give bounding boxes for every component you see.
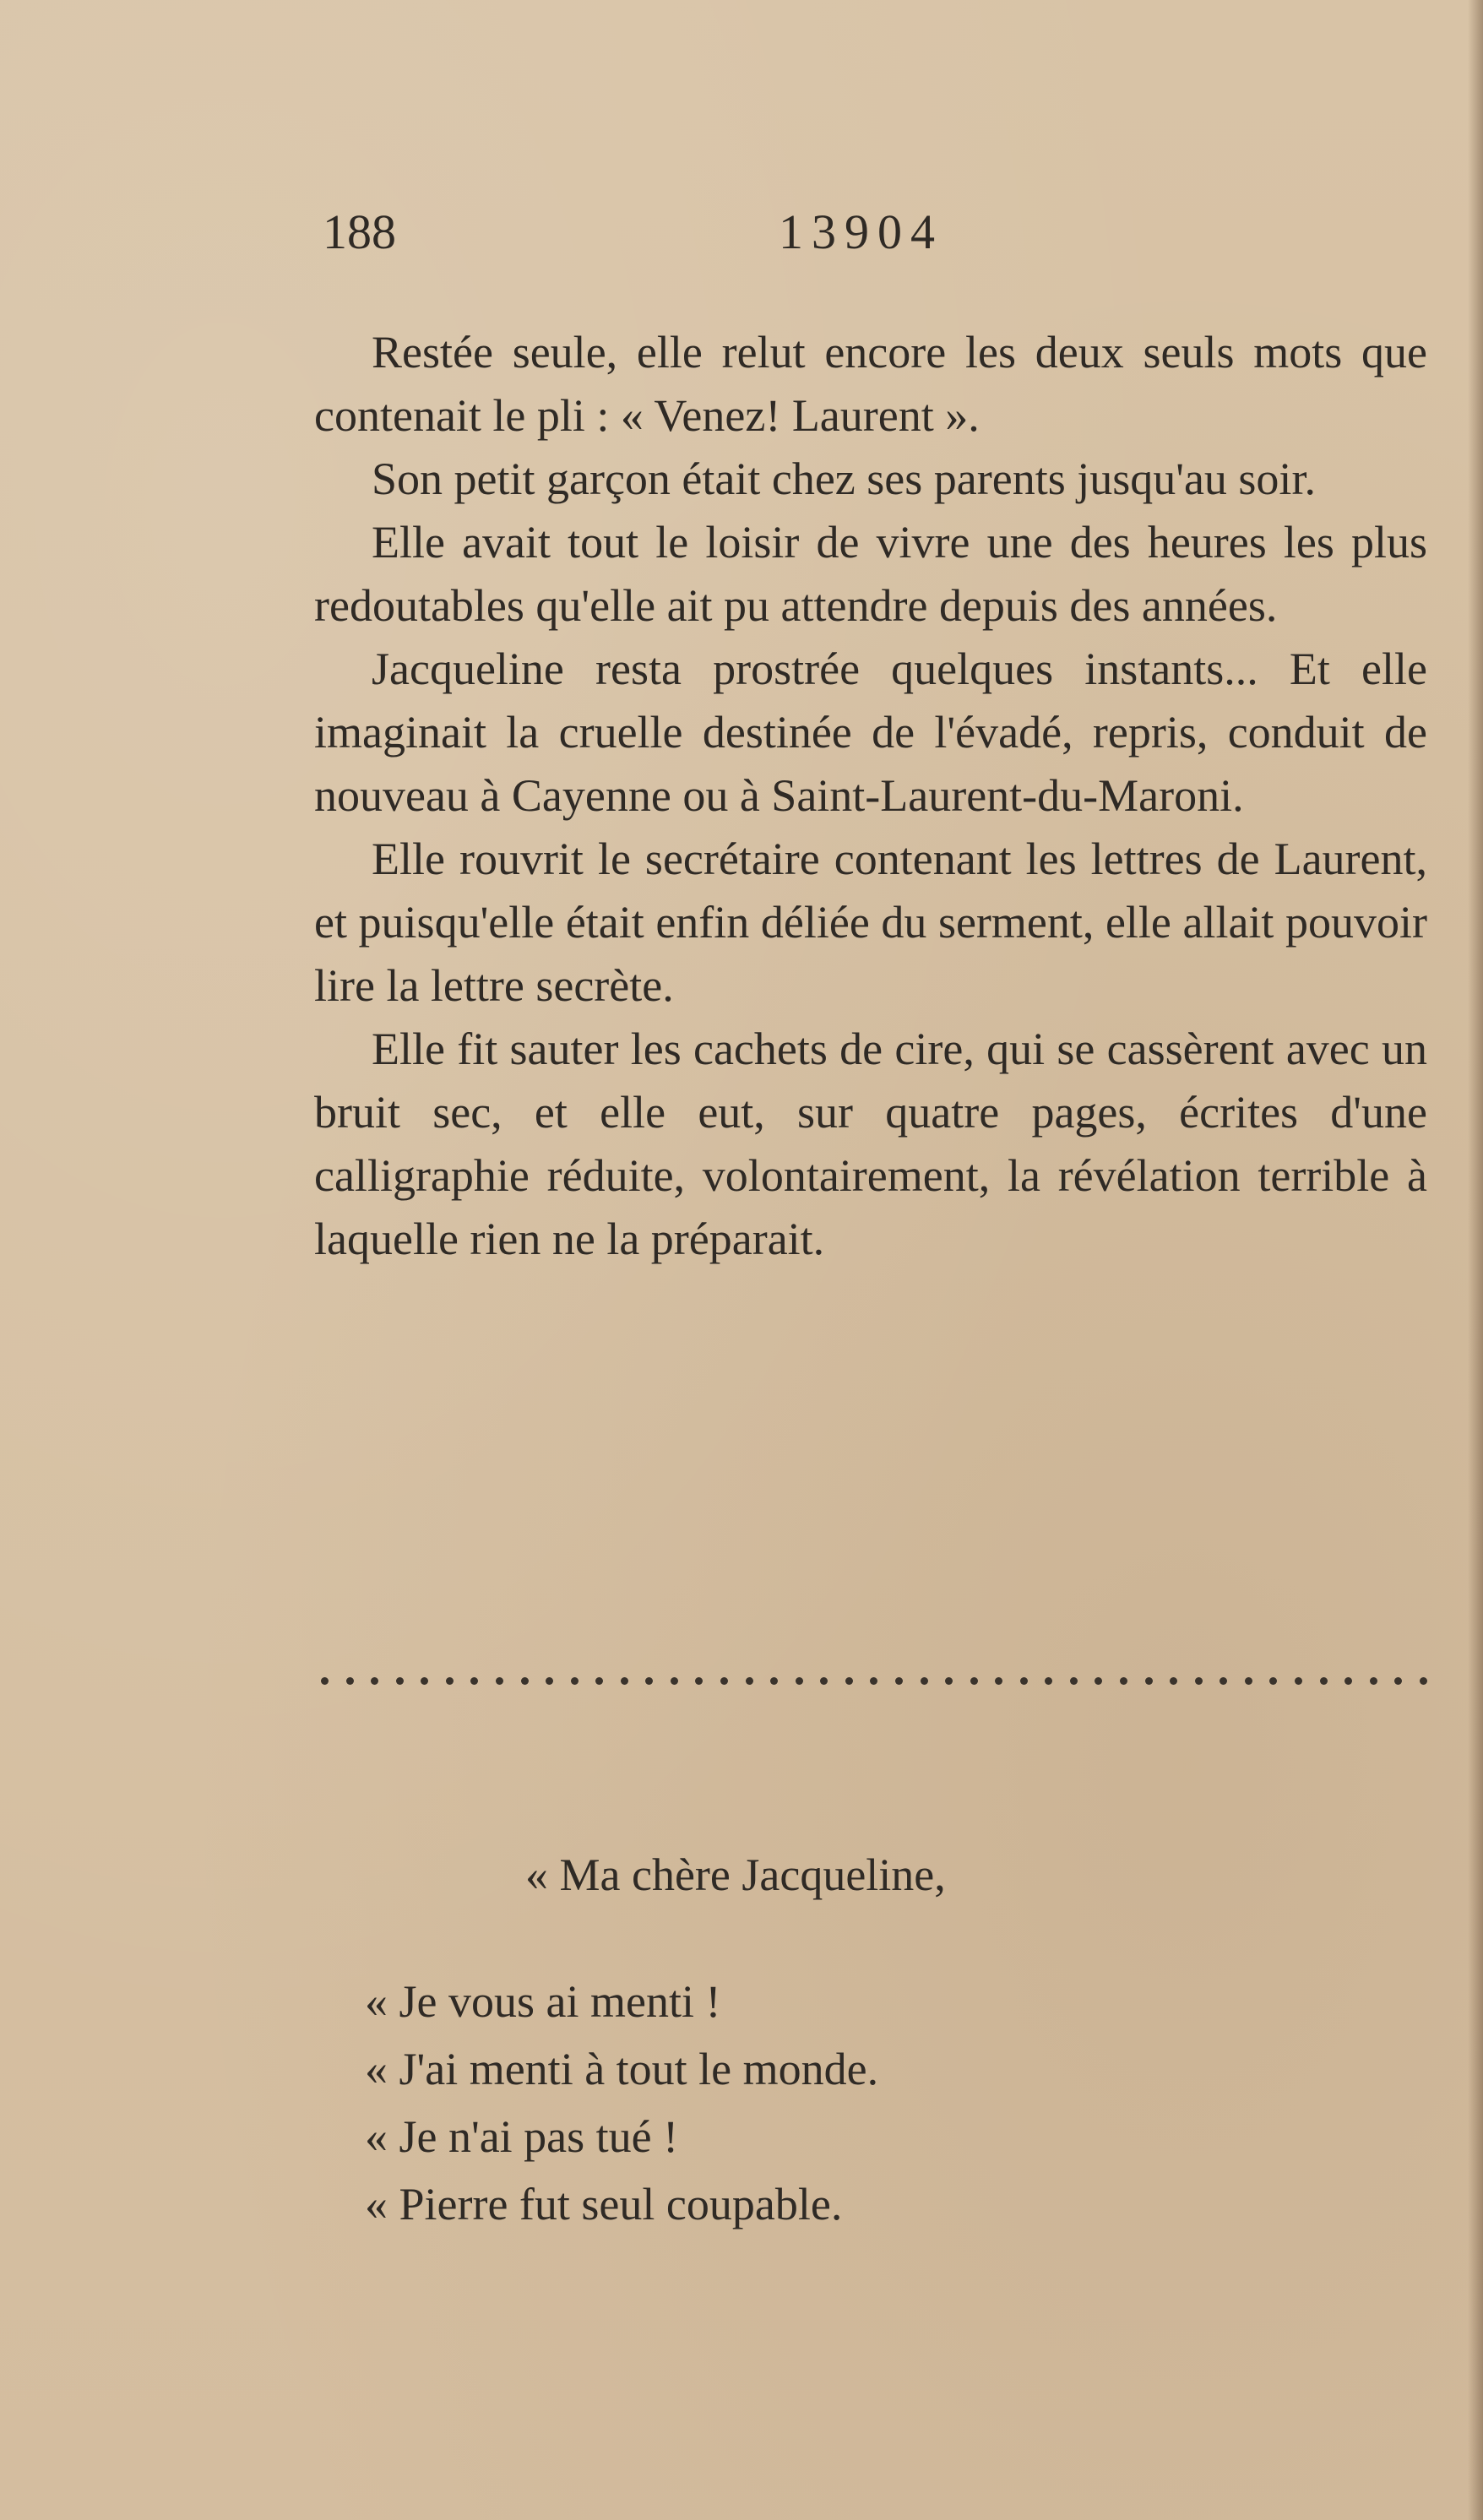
paragraph-2: Son petit garçon était chez ses parents jusqu'au soir. <box>372 453 1316 504</box>
letter-line-2: « J'ai menti à tout le monde. <box>365 2044 879 2094</box>
page-number: 188 <box>323 204 396 259</box>
letter-line-3: « Je n'ai pas tué ! <box>365 2111 679 2162</box>
paragraph-6: Elle fit sauter les cachets de cire, qui se cassèrent avec un bruit sec, et elle eut, sur quatre pages, écrites d'une calligraphie réduite, volontairement, la révélation terrible à laquelle rien ne la préparait. <box>314 1024 1427 1264</box>
page-edge-shadow <box>1468 0 1483 2520</box>
letter-salutation: « Ma chère Jacqueline, <box>525 1849 946 1900</box>
letter-line-1: « Je vous ai menti ! <box>365 1976 721 2027</box>
dotted-separator <box>321 1664 1427 1697</box>
page-header <box>323 194 998 270</box>
paragraph-1: Restée seule, elle relut encore les deux seuls mots que contenait le pli : « Venez! Laurent ». <box>314 327 1427 441</box>
paragraph-5: Elle rouvrit le secrétaire contenant les lettres de Laurent, et puisqu'elle était enfin déliée du serment, elle allait pouvoir lire la lettre secrète. <box>314 834 1427 1011</box>
letter-excerpt <box>314 1841 1427 2238</box>
paragraph-3: Elle avait tout le loisir de vivre une des heures les plus redoutables qu'elle ait pu attendre depuis des années. <box>314 517 1427 631</box>
letter-line-4: « Pierre fut seul coupable. <box>365 2179 843 2229</box>
running-head: 13904 <box>779 204 943 259</box>
body-text <box>314 321 1427 1271</box>
paragraph-4: Jacqueline resta prostrée quelques instants... Et elle imaginait la cruelle destinée de l'évadé, repris, conduit de nouveau à Cayenne ou à Saint-Laurent-du-Maroni. <box>314 644 1427 821</box>
